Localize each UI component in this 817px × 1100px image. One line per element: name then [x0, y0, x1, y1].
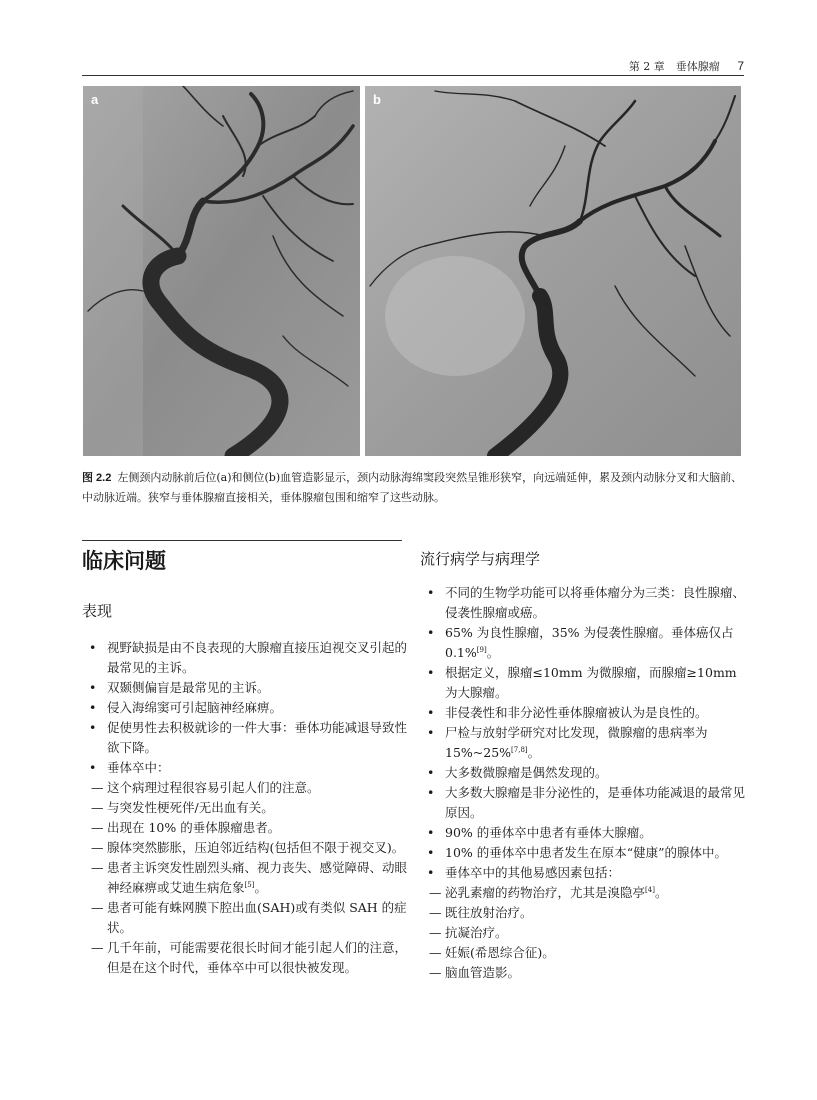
panel-a-label: a [91, 92, 99, 107]
list-item-tail: 。 [654, 885, 668, 900]
list-item-text: 10% 的垂体卒中患者发生在原本“健康”的腺体中。 [445, 845, 728, 860]
header-rule [82, 75, 744, 76]
section-title-epidemiology: 流行病学与病理学 [420, 550, 541, 568]
list-item-text: 泌乳素瘤的药物治疗，尤其是溴隐亭 [445, 885, 646, 900]
list-item-text: 双颞侧偏盲是最常见的主诉。 [107, 680, 270, 695]
list-item-text: 几千年前，可能需要花很长时间才能引起人们的注意，但是在这个时代，垂体卒中可以很快被发现。 [107, 940, 408, 975]
list-item-text: 垂体卒中的其他易感因素包括： [445, 865, 621, 880]
list-item-text: 侵入海绵窦可引起脑神经麻痹。 [107, 700, 283, 715]
list-item-text: 患者主诉突发性剧烈头痛、视力丧失、感觉障碍、动眼神经麻痹或艾迪生病危象 [107, 860, 408, 895]
list-item [420, 843, 747, 863]
list-item [420, 703, 747, 723]
sub-list-item [82, 798, 407, 818]
list-item-text: 这个病理过程很容易引起人们的注意。 [107, 780, 320, 795]
list-item [420, 783, 747, 823]
list-item-tail: 。 [254, 880, 267, 895]
section-rule [82, 540, 402, 541]
list-item [82, 698, 407, 718]
list-item-text: 大多数大腺瘤是非分泌性的，是垂体功能减退的最常见原因。 [445, 785, 746, 820]
presentation-list [82, 638, 407, 978]
citation-ref: [7,8] [511, 745, 528, 754]
figure-caption [82, 468, 746, 508]
list-item [82, 638, 407, 678]
list-item [420, 763, 747, 783]
citation-ref: [9] [476, 645, 487, 654]
sub-list-item [420, 943, 747, 963]
angiogram-a-image [83, 86, 360, 456]
list-item-text: 垂体卒中： [107, 760, 170, 775]
sub-list-item [82, 938, 407, 978]
list-item-text: 出现在 10% 的垂体腺瘤患者。 [107, 820, 281, 835]
list-item-text: 抗凝治疗。 [445, 925, 508, 940]
sub-list-item [420, 963, 747, 983]
list-item [420, 823, 747, 843]
angiogram-panel-b [365, 86, 741, 456]
citation-ref: [5] [244, 880, 255, 889]
angiogram-b-image [365, 86, 741, 456]
list-item-text: 视野缺损是由不良表现的大腺瘤直接压迫视交叉引起的最常见的主诉。 [107, 640, 408, 675]
angiogram-panel-a [83, 86, 360, 456]
list-item [82, 758, 407, 778]
sub-list-item [82, 818, 407, 838]
running-header [82, 58, 744, 72]
list-item-tail: 。 [527, 745, 541, 760]
figure-caption-label: 图 2.2 [82, 472, 112, 484]
section-title-clinical: 临床问题 [82, 549, 166, 573]
list-item-text: 促使男性去积极就诊的一件大事：垂体功能减退导致性欲下降。 [107, 720, 408, 755]
list-item-text: 根据定义，腺瘤≤10mm 为微腺瘤，而腺瘤≥10mm 为大腺瘤。 [445, 665, 737, 700]
sub-list-item [82, 858, 407, 898]
list-item [82, 678, 407, 698]
list-item-text: 65% 为良性腺瘤，35% 为侵袭性腺瘤。垂体癌仅占 0.1% [445, 625, 734, 660]
sub-list-item [420, 923, 747, 943]
sub-list-item [82, 898, 407, 938]
figure-caption-text: 左侧颈内动脉前后位(a)和侧位(b)血管造影显示，颈内动脉海绵窦段突然呈锥形狭窄，向远端延伸，累及颈内动脉分叉和大脑前、中动脉近端。狭窄与垂体腺瘤直接相关，垂体腺瘤包围和缩窄了这些动脉。 [82, 471, 743, 504]
sub-list-item [420, 903, 747, 923]
list-item [420, 623, 747, 663]
sub-list-item [82, 778, 407, 798]
list-item-text: 不同的生物学功能可以将垂体瘤分为三类：良性腺瘤、侵袭性腺瘤或癌。 [445, 585, 746, 620]
list-item-text: 与突发性梗死伴/无出血有关。 [107, 800, 274, 815]
list-item [420, 663, 747, 703]
epidemiology-list [420, 583, 747, 983]
list-item-text: 尸检与放射学研究对比发现，微腺瘤的患病率为 15%~25% [445, 725, 708, 760]
list-item [420, 863, 747, 883]
page-number: 7 [737, 59, 744, 73]
sub-list-item [82, 838, 407, 858]
list-item-text: 患者可能有蛛网膜下腔出血(SAH)或有类似 SAH 的症状。 [107, 900, 407, 935]
list-item-text: 大多数微腺瘤是偶然发现的。 [445, 765, 608, 780]
list-item-tail: 。 [486, 645, 500, 660]
panel-b-label: b [373, 92, 381, 107]
list-item [420, 723, 747, 763]
list-item [82, 718, 407, 758]
list-item-text: 妊娠(希恩综合征)。 [445, 945, 555, 960]
list-item-text: 既往放射治疗。 [445, 905, 533, 920]
sub-list-item [420, 883, 747, 903]
list-item [420, 583, 747, 623]
list-item-text: 非侵袭性和非分泌性垂体腺瘤被认为是良性的。 [445, 705, 708, 720]
running-header-chapter: 第 2 章 垂体腺瘤 [628, 60, 720, 73]
subsection-title-presentation: 表现 [82, 602, 113, 620]
list-item-text: 腺体突然膨胀，压迫邻近结构(包括但不限于视交叉)。 [107, 840, 405, 855]
citation-ref: [4] [645, 885, 655, 894]
list-item-text: 脑血管造影。 [445, 965, 521, 980]
list-item-text: 90% 的垂体卒中患者有垂体大腺瘤。 [445, 825, 652, 840]
